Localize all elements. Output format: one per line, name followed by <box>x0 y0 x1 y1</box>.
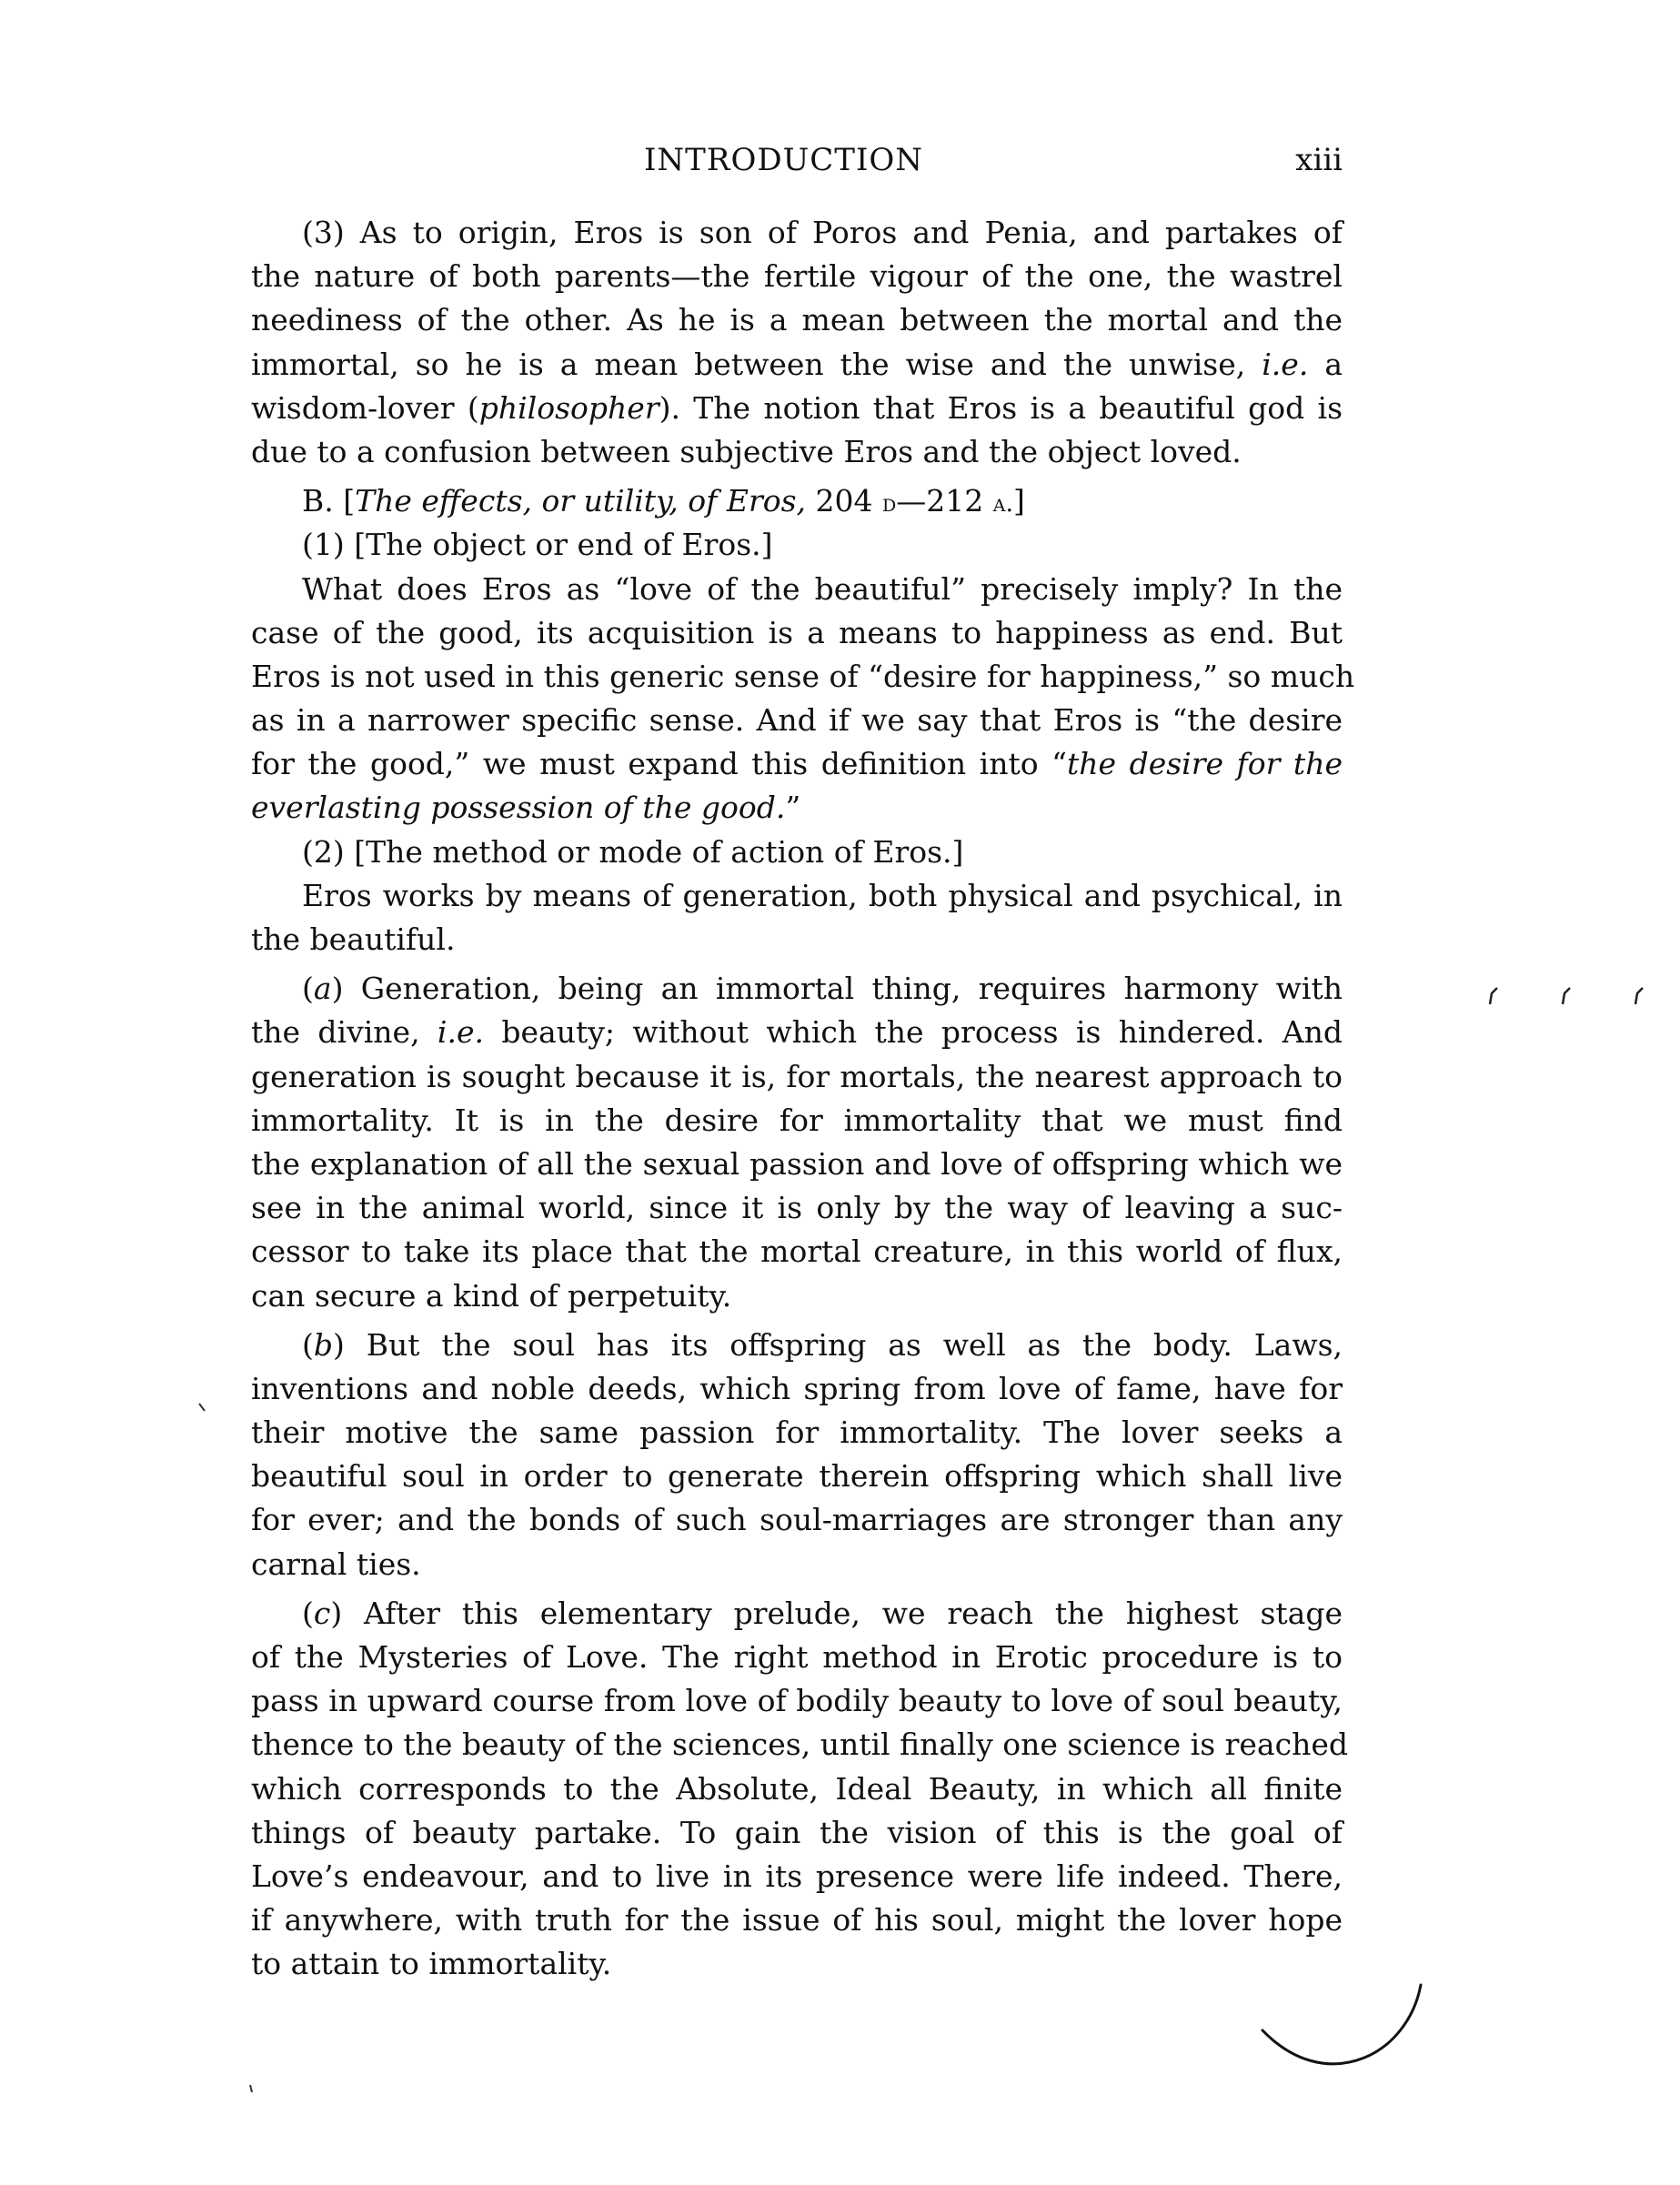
italic-text: everlasting possession of the good. <box>251 790 786 826</box>
text-line: (c) After this elementary prelude, we reach the highest stage <box>302 1595 1343 1631</box>
running-head <box>251 138 1343 182</box>
italic-text: c <box>313 1595 331 1631</box>
tick-mark-2 <box>1563 988 1570 1004</box>
text-line: (1) [The object or end of Eros.] <box>302 527 773 563</box>
pencil-tick-mark <box>1483 981 1646 1008</box>
text-line: if anywhere, with truth for the issue of his soul, might the lover hope <box>251 1902 1343 1938</box>
text-line: thence to the beauty of the sciences, until finally one science is reached <box>251 1727 1348 1763</box>
text-line: due to a confusion between subjective Eros and the object loved. <box>251 433 1242 469</box>
paragraph-b <box>251 1324 1343 1586</box>
paragraph-a <box>251 967 1343 1318</box>
paragraph-b2-heading <box>251 831 1343 874</box>
text-line: case of the good, its acquisition is a means to happiness as end. But <box>251 614 1343 650</box>
text-line: Eros is not used in this generic sense of “desire for happiness,” so much <box>251 658 1355 694</box>
text-line: things of beauty partake. To gain the vision of this is the goal of <box>251 1814 1343 1850</box>
text-line: immortality. It is in the desire for immortality that we must find <box>251 1102 1343 1138</box>
paragraph-p3 <box>251 211 1343 474</box>
stray-dot-bottom <box>247 2083 257 2096</box>
text-line: can secure a kind of perpetuity. <box>251 1277 732 1314</box>
text-line: their motive the same passion for immortality. The lover seeks a <box>251 1415 1343 1451</box>
small-caps-text: a. <box>992 489 1014 519</box>
text-line: B. [The effects, or utility, of Eros, 204 d—212 a.] <box>302 483 1025 519</box>
paragraph-b1-heading <box>251 523 1343 567</box>
text-line: to attain to immortality. <box>251 1946 612 1982</box>
running-head-title: INTRODUCTION <box>644 142 923 178</box>
paragraph-b2-text <box>251 874 1343 962</box>
text-line: everlasting possession of the good.” <box>251 790 801 826</box>
text-line: the nature of both parents—the fertile vigour of the one, the wastrel <box>251 258 1343 295</box>
text-line: for ever; and the bonds of such soul-marriages are stronger than any <box>251 1502 1343 1538</box>
text-line: (2) [The method or mode of action of Eros.] <box>302 833 964 870</box>
page-number: xiii <box>1295 142 1343 178</box>
italic-text: the desire for the <box>1067 746 1343 782</box>
body-text <box>251 211 1355 1987</box>
tick-mark-3 <box>1635 988 1643 1004</box>
text-line: the divine, i.e. beauty; without which the process is hindered. And <box>251 1014 1343 1051</box>
text-line: generation is sought because it is, for mortals, the nearest approach to <box>251 1058 1343 1094</box>
small-caps-text: d <box>882 489 897 519</box>
italic-text: b <box>313 1326 333 1363</box>
italic-text: i.e. <box>1262 346 1309 382</box>
italic-text: i.e. <box>437 1014 484 1051</box>
text-line: pass in upward course from love of bodily beauty to love of soul beauty, <box>251 1683 1343 1719</box>
text-line: wisdom-lover (philosopher). The notion that Eros is a beautiful god is <box>251 389 1343 426</box>
text-line: beautiful soul in order to generate therein offspring which shall live <box>251 1458 1343 1495</box>
text-line: cessor to take its place that the mortal creature, in this world of flux, <box>251 1233 1343 1270</box>
text-line: What does Eros as “love of the beautiful” precisely imply? In the <box>302 570 1343 607</box>
text-line: neediness of the other. As he is a mean between the mortal and the <box>251 302 1343 338</box>
text-line: inventions and noble deeds, which spring from love of fame, have for <box>251 1370 1343 1406</box>
text-line: which corresponds to the Absolute, Ideal Beauty, in which all finite <box>251 1770 1343 1807</box>
text-line: Love’s endeavour, and to live in its presence were life indeed. There, <box>251 1858 1343 1894</box>
paragraph-b1-text <box>251 568 1355 831</box>
text-line: Eros works by means of generation, both physical and psychical, in <box>302 877 1343 913</box>
text-line: immortal, so he is a mean between the wise and the unwise, i.e. a <box>251 346 1343 382</box>
text-line: see in the animal world, since it is only by the way of leaving a suc- <box>251 1190 1343 1226</box>
text-line: (3) As to origin, Eros is son of Poros and Penia, and partakes of <box>302 215 1343 250</box>
text-line: (a) Generation, being an immortal thing, requires harmony with <box>302 971 1343 1007</box>
text-line: for the good,” we must expand this definition into “the desire for the <box>251 746 1343 782</box>
italic-text: a <box>313 971 332 1007</box>
text-line: the explanation of all the sexual passion and love of offspring which we <box>251 1145 1343 1182</box>
paragraph-c <box>251 1592 1348 1987</box>
italic-text: The effects, or utility, of Eros, <box>355 483 807 519</box>
italic-text: philosopher <box>478 389 659 426</box>
paragraph-sectionB <box>251 479 1343 523</box>
stray-dot-left <box>196 1401 209 1415</box>
text-line: (b) But the soul has its offspring as well as the body. Laws, <box>302 1326 1343 1363</box>
text-line: carnal ties. <box>251 1546 421 1582</box>
text-line: the beautiful. <box>251 921 456 957</box>
text-line: as in a narrower specific sense. And if we say that Eros is “the desire <box>251 702 1343 739</box>
text-line: of the Mysteries of Love. The right method in Erotic procedure is to <box>251 1639 1343 1675</box>
pencil-check-stroke <box>1246 1974 1437 2083</box>
tick-mark-1 <box>1490 988 1497 1004</box>
